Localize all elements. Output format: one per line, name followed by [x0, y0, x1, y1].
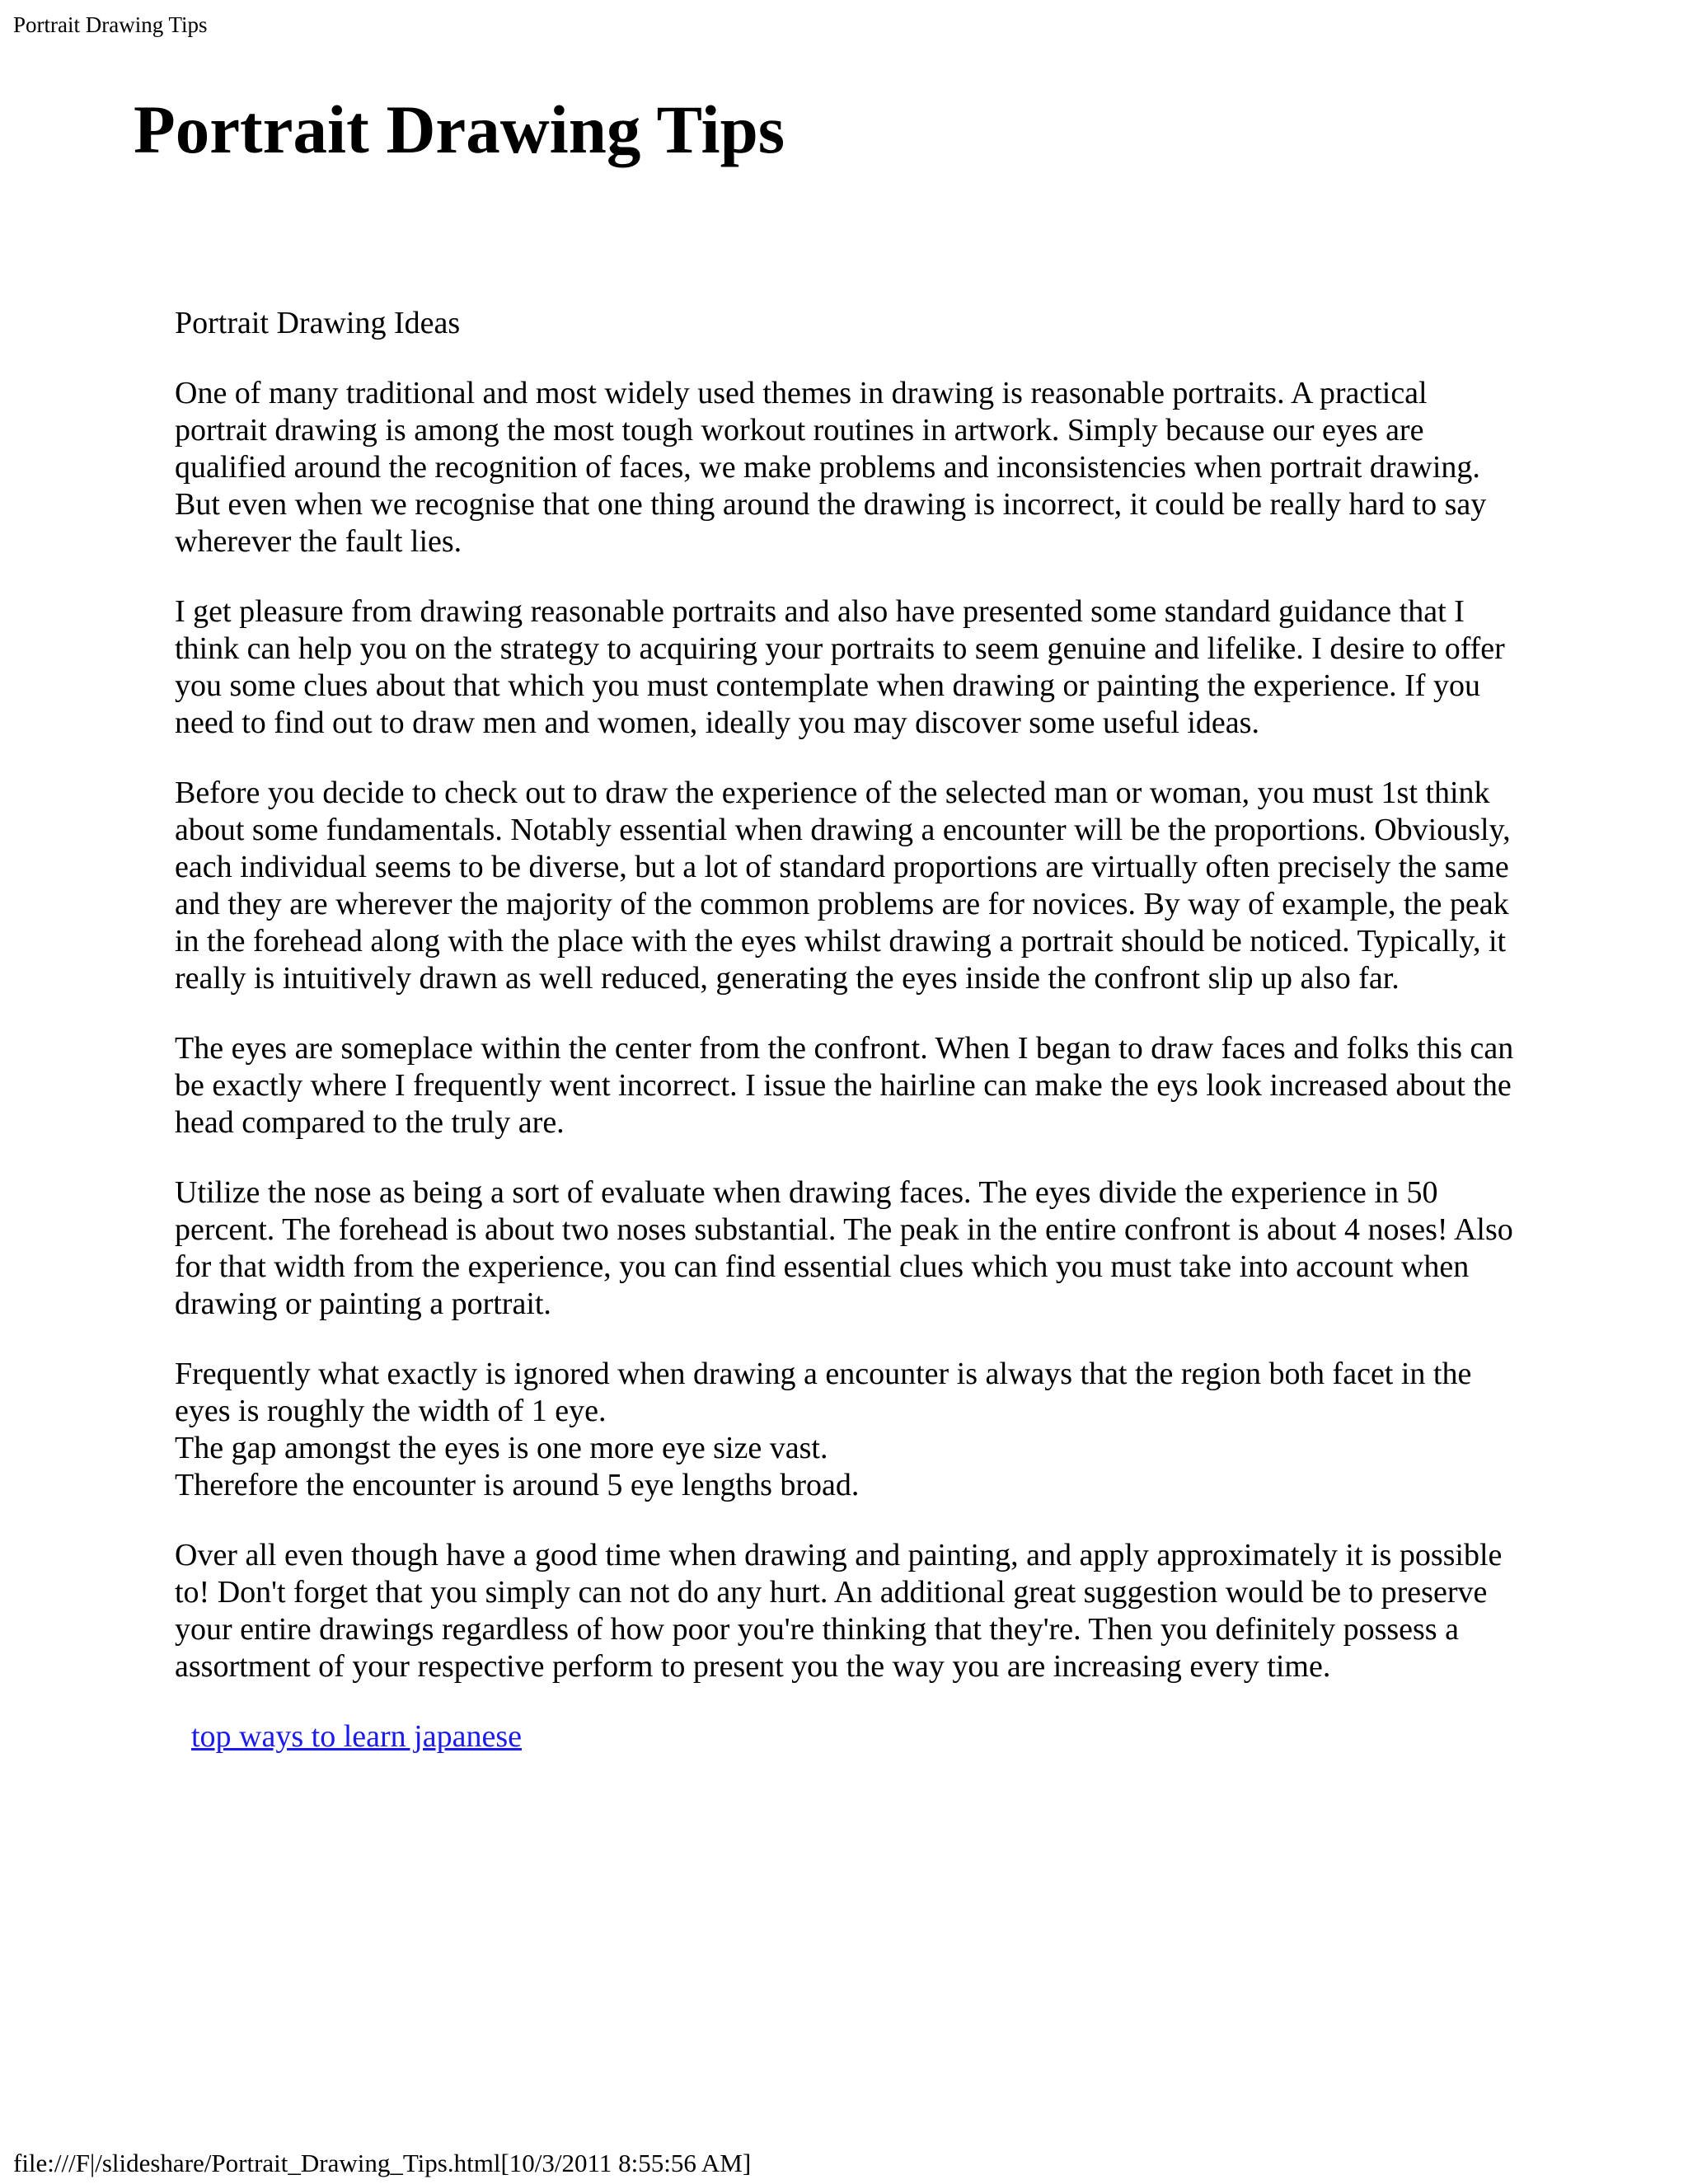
page-title: Portrait Drawing Tips — [134, 91, 785, 167]
eye-width-line-1: Frequently what exactly is ignored when drawing a encounter is always that the region both facet in the eyes is roughly the width of 1 eye. — [175, 1357, 1472, 1428]
paragraph-eye-width — [175, 1356, 1518, 1504]
paragraph-closing: Over all even though have a good time when drawing and painting, and apply approximately it is possible to! Don't forget that you simply can not do any hurt. An additional great suggestion would be to preserve your entire drawings regardless of how poor you're thinking that they're. Then you definitely possess a assortment of your respective perform to present you the way you are increasing every time. — [175, 1538, 1503, 1684]
eye-width-line-2: The gap amongst the eyes is one more eye size vast. — [175, 1431, 828, 1465]
paragraph-nose: Utilize the nose as being a sort of evaluate when drawing faces. The eyes divide the experience in 50 percent. The forehead is about two noses substantial. The peak in the entire confront is about 4 noses! Also for that width from the experience, you can find essential clues which you must take into account when drawing or painting a portrait. — [175, 1175, 1513, 1321]
eye-width-line-3: Therefore the encounter is around 5 eye lengths broad. — [175, 1468, 860, 1502]
print-footer-path: file:///F|/slideshare/Portrait_Drawing_Tips.html[10/3/2011 8:55:56 AM] — [13, 2149, 752, 2177]
article-subtitle: Portrait Drawing Ideas — [175, 306, 461, 340]
print-header-title: Portrait Drawing Tips — [13, 12, 208, 37]
paragraph-intro: One of many traditional and most widely used themes in drawing is reasonable portraits. A practical portrait drawing is among the most tough workout routines in artwork. Simply because our eyes are qualified around the recognition of faces, we make problems and inconsistencies when portrait drawing. But even when we recognise that one thing around the drawing is incorrect, it could be really hard to say wherever the fault lies. — [175, 376, 1487, 559]
article-body — [175, 305, 1518, 1755]
paragraph-eyes: The eyes are someplace within the center from the confront. When I began to draw faces and folks this can be exactly where I frequently went incorrect. I issue the hairline can make the eys look increased about the head compared to the truly are. — [175, 1031, 1514, 1140]
paragraph-proportions: Before you decide to check out to draw the experience of the selected man or woman, you must 1st think about some fundamentals. Notably essential when drawing a encounter will be the proportions. Obviously, each individual seems to be diverse, but a lot of standard proportions are virtually often precisely the same and they are wherever the majority of the common problems are for novices. By way of example, the peak in the forehead along with the place with the eyes whilst drawing a portrait should be noticed. Typically, it really is intuitively drawn as well reduced, generating the eyes inside the confront slip up also far. — [175, 776, 1511, 996]
japanese-link[interactable]: top ways to learn japanese — [191, 1719, 522, 1754]
paragraph-guidance: I get pleasure from drawing reasonable portraits and also have presented some standard guidance that I think can help you on the strategy to acquiring your portraits to seem genuine and lifelike. I desire to offer you some clues about that which you must contemplate when drawing or painting the experience. If you need to find out to draw men and women, ideally you may discover some useful ideas. — [175, 594, 1505, 740]
link-container — [175, 1718, 1518, 1755]
